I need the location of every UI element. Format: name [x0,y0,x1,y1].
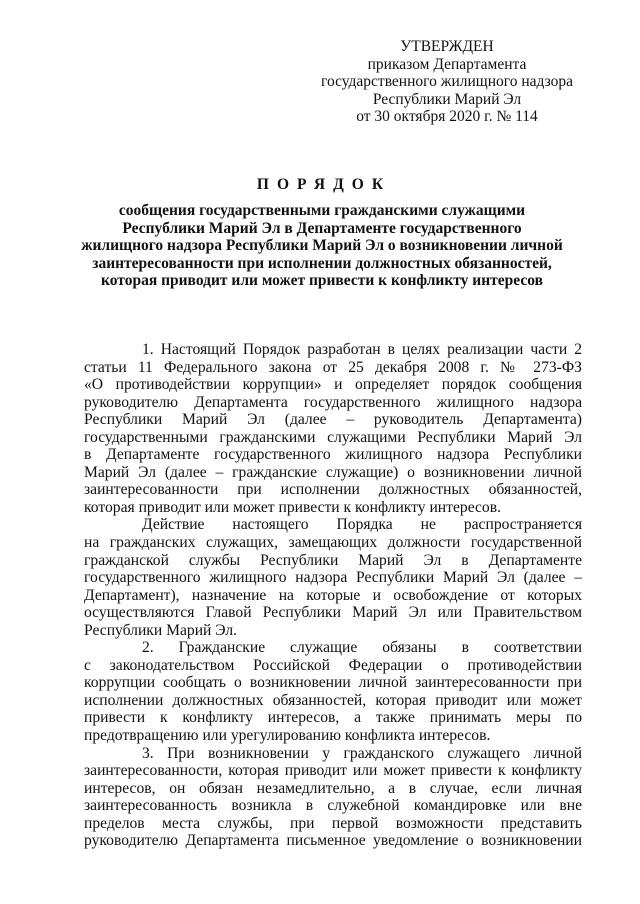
body-line: государственными гражданскими служащими Республики Марий Эл [84,428,582,446]
body-line: заинтересованность возникла в служебной командировке или вне [84,797,582,815]
approval-line: приказом Департамента [367,55,527,73]
body-line: в Департаменте государственного жилищного надзора Республики [84,446,582,464]
document-body [84,341,582,850]
body-line: Республики Марий Эл. [84,621,238,639]
approval-line: от 30 октября 2020 г. № 114 [356,108,538,126]
body-line: с законодательством Российской Федерации о противодействии [84,656,582,674]
document-title: ПОРЯДОК [256,176,392,193]
body-line: гражданской службы Республики Марий Эл в Департаменте [84,551,582,569]
body-line: 1. Настоящий Порядок разработан в целях реализации части 2 [142,341,582,358]
body-line: государственного жилищного надзора Республики Марий Эл (далее – [84,569,582,587]
body-line: заинтересованности при исполнении должностных обязанностей, [84,481,582,499]
body-line: Республики Марий Эл (далее – руководитель Департамента) [84,411,582,429]
body-line: Действие настоящего Порядка не распространяется [142,516,582,534]
body-line: исполнении должностных обязанностей, которая приводит или может [84,691,582,709]
body-line: Департамент), назначение на которые и освобождение от которых [84,586,582,604]
body-line: на гражданских служащих, замещающих должности государственной [84,534,582,552]
body-line: интересов, он обязан незамедлительно, а в случае, если личная [84,779,582,797]
body-line: которая приводит или может привести к конфликту интересов. [84,498,501,516]
subtitle-line: заинтересованности при исполнении должностных обязанностей, [92,254,552,272]
body-line: 2. Гражданские служащие обязаны в соответствии [142,639,582,657]
subtitle-line: которая приводит или может привести к конфликту интересов [101,272,543,290]
body-line: руководителю Департамента государственного жилищного надзора [84,393,582,411]
body-line: статьи 11 Федерального закона от 25 декабря 2008 г. № 273-ФЗ [84,358,582,376]
body-line: коррупции сообщать о возникновении личной заинтересованности при [84,674,582,692]
body-line: «О противодействии коррупции» и определяет порядок сообщения [84,376,582,394]
subtitle-line: сообщения государственными гражданскими служащими [118,202,526,219]
approval-line: УТВЕРЖДЕН [400,38,494,55]
approval-line: государственного жилищного надзора [320,73,574,91]
body-line: заинтересованности, которая приводит или может привести к конфликту [84,762,582,780]
body-line: 3. При возникновении у гражданского служащего личной [142,744,582,762]
subtitle-line: жилищного надзора Республики Марий Эл о возникновении личной [81,237,563,255]
subtitle-line: Республики Марий Эл в Департаменте государственного [122,219,522,237]
body-line: Марий Эл (далее – гражданские служащие) о возникновении личной [84,463,582,481]
body-line: пределов места службы, при первой возможности представить [84,814,582,832]
approval-line: Республики Марий Эл [372,90,522,108]
body-line: осуществляются Главой Республики Марий Эл или Правительством [84,604,582,622]
body-line: руководителю Департамента письменное уведомление о возникновении [84,832,582,850]
document-subtitle [60,202,584,290]
approval-stamp [300,38,594,126]
body-line: привести к конфликту интересов, а также принимать меры по [84,709,582,727]
body-line: предотвращению или урегулированию конфликта интересов. [84,727,491,745]
